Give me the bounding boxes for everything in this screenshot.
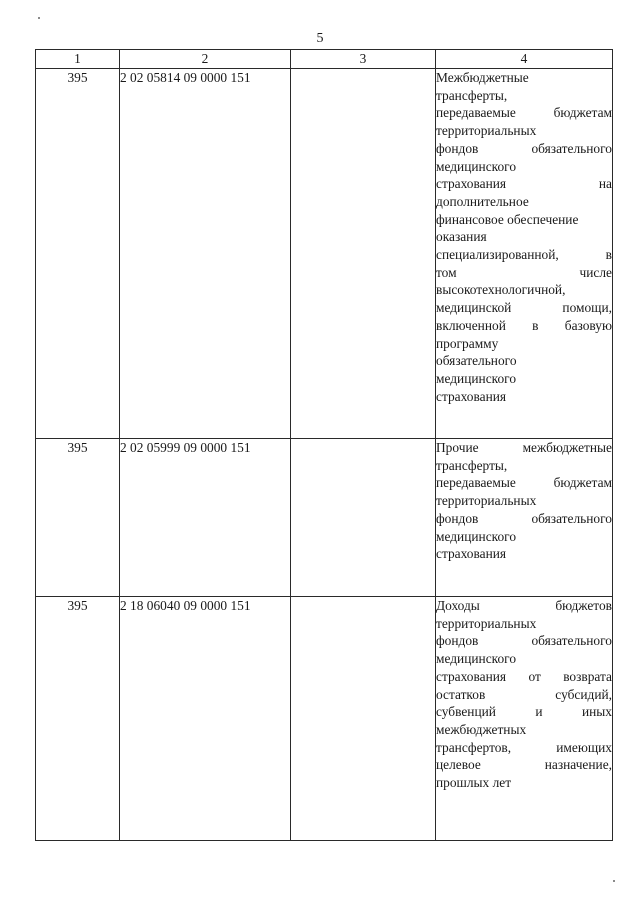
table-row	[36, 597, 613, 841]
revenue-name-line: включенной в базовую	[436, 317, 612, 333]
table-row	[36, 439, 613, 597]
revenue-name-line: Доходы бюджетов	[436, 598, 612, 613]
revenue-name-line: целевое назначение,	[436, 757, 612, 773]
admin-code-cell: 395	[36, 69, 120, 439]
kbk-code-cell: 2 18 06040 09 0000 151	[120, 597, 291, 841]
revenue-name-line: медицинского	[436, 158, 517, 174]
revenue-name-line: трансферты,	[436, 87, 508, 103]
revenue-name-cell	[436, 597, 613, 841]
column-3-cell	[291, 69, 436, 439]
column-header-1: 1	[36, 50, 120, 69]
kbk-code-cell: 2 02 05999 09 0000 151	[120, 439, 291, 597]
revenue-name-line: территориальных	[436, 493, 537, 509]
revenue-name-line: передаваемые бюджетам	[436, 475, 612, 491]
revenue-name-line: дополнительное	[436, 193, 529, 209]
revenue-name-cell	[436, 69, 613, 439]
revenue-name-line: прошлых лет	[436, 775, 512, 791]
revenue-name-line: страхования на	[436, 176, 612, 192]
revenue-name-line: высокотехнологичной,	[436, 282, 566, 298]
revenue-name-line: медицинского	[436, 651, 517, 667]
column-3-cell	[291, 439, 436, 597]
revenue-name-line: финансовое обеспечение	[436, 211, 579, 227]
scan-speck	[38, 17, 40, 19]
column-header-4: 4	[436, 50, 613, 69]
revenue-name-line: трансферты,	[436, 457, 508, 473]
kbk-code-cell: 2 02 05814 09 0000 151	[120, 69, 291, 439]
revenue-name-line: том числе	[436, 264, 612, 280]
revenue-name-line: программу	[436, 335, 499, 351]
column-3-cell	[291, 597, 436, 841]
column-header-3: 3	[291, 50, 436, 69]
revenue-name-line: территориальных	[436, 615, 537, 631]
revenue-codes-table	[35, 49, 613, 841]
revenue-name-line: Межбюджетные	[436, 70, 529, 85]
admin-code-cell: 395	[36, 597, 120, 841]
table-header-row	[36, 50, 613, 69]
revenue-name-line: обязательного	[436, 353, 517, 369]
revenue-name-line: медицинской помощи,	[436, 300, 612, 316]
revenue-name-line: передаваемые бюджетам	[436, 105, 612, 121]
column-header-2: 2	[120, 50, 291, 69]
revenue-name-line: специализированной, в	[436, 247, 612, 263]
scan-speck	[613, 880, 615, 882]
revenue-name-line: оказания	[436, 229, 487, 245]
revenue-name-line: фондов обязательного	[436, 510, 612, 526]
revenue-name-line: фондов обязательного	[436, 140, 612, 156]
revenue-name-line: субвенций и иных	[436, 704, 612, 720]
revenue-name-line: Прочие межбюджетные	[436, 440, 612, 455]
admin-code-cell: 395	[36, 439, 120, 597]
revenue-name-line: медицинского	[436, 370, 517, 386]
table-row	[36, 69, 613, 439]
revenue-name-line: фондов обязательного	[436, 633, 612, 649]
revenue-name-line: остатков субсидий,	[436, 686, 612, 702]
revenue-name-line: территориальных	[436, 123, 537, 139]
page-number: 5	[316, 31, 324, 46]
revenue-name-line: медицинского	[436, 528, 517, 544]
revenue-name-line: страхования	[436, 546, 507, 562]
revenue-name-line: межбюджетных	[436, 721, 527, 737]
revenue-name-line: трансфертов, имеющих	[436, 739, 612, 755]
revenue-name-cell	[436, 439, 613, 597]
revenue-name-line: страхования от возврата	[436, 668, 612, 684]
revenue-name-line: страхования	[436, 388, 507, 404]
